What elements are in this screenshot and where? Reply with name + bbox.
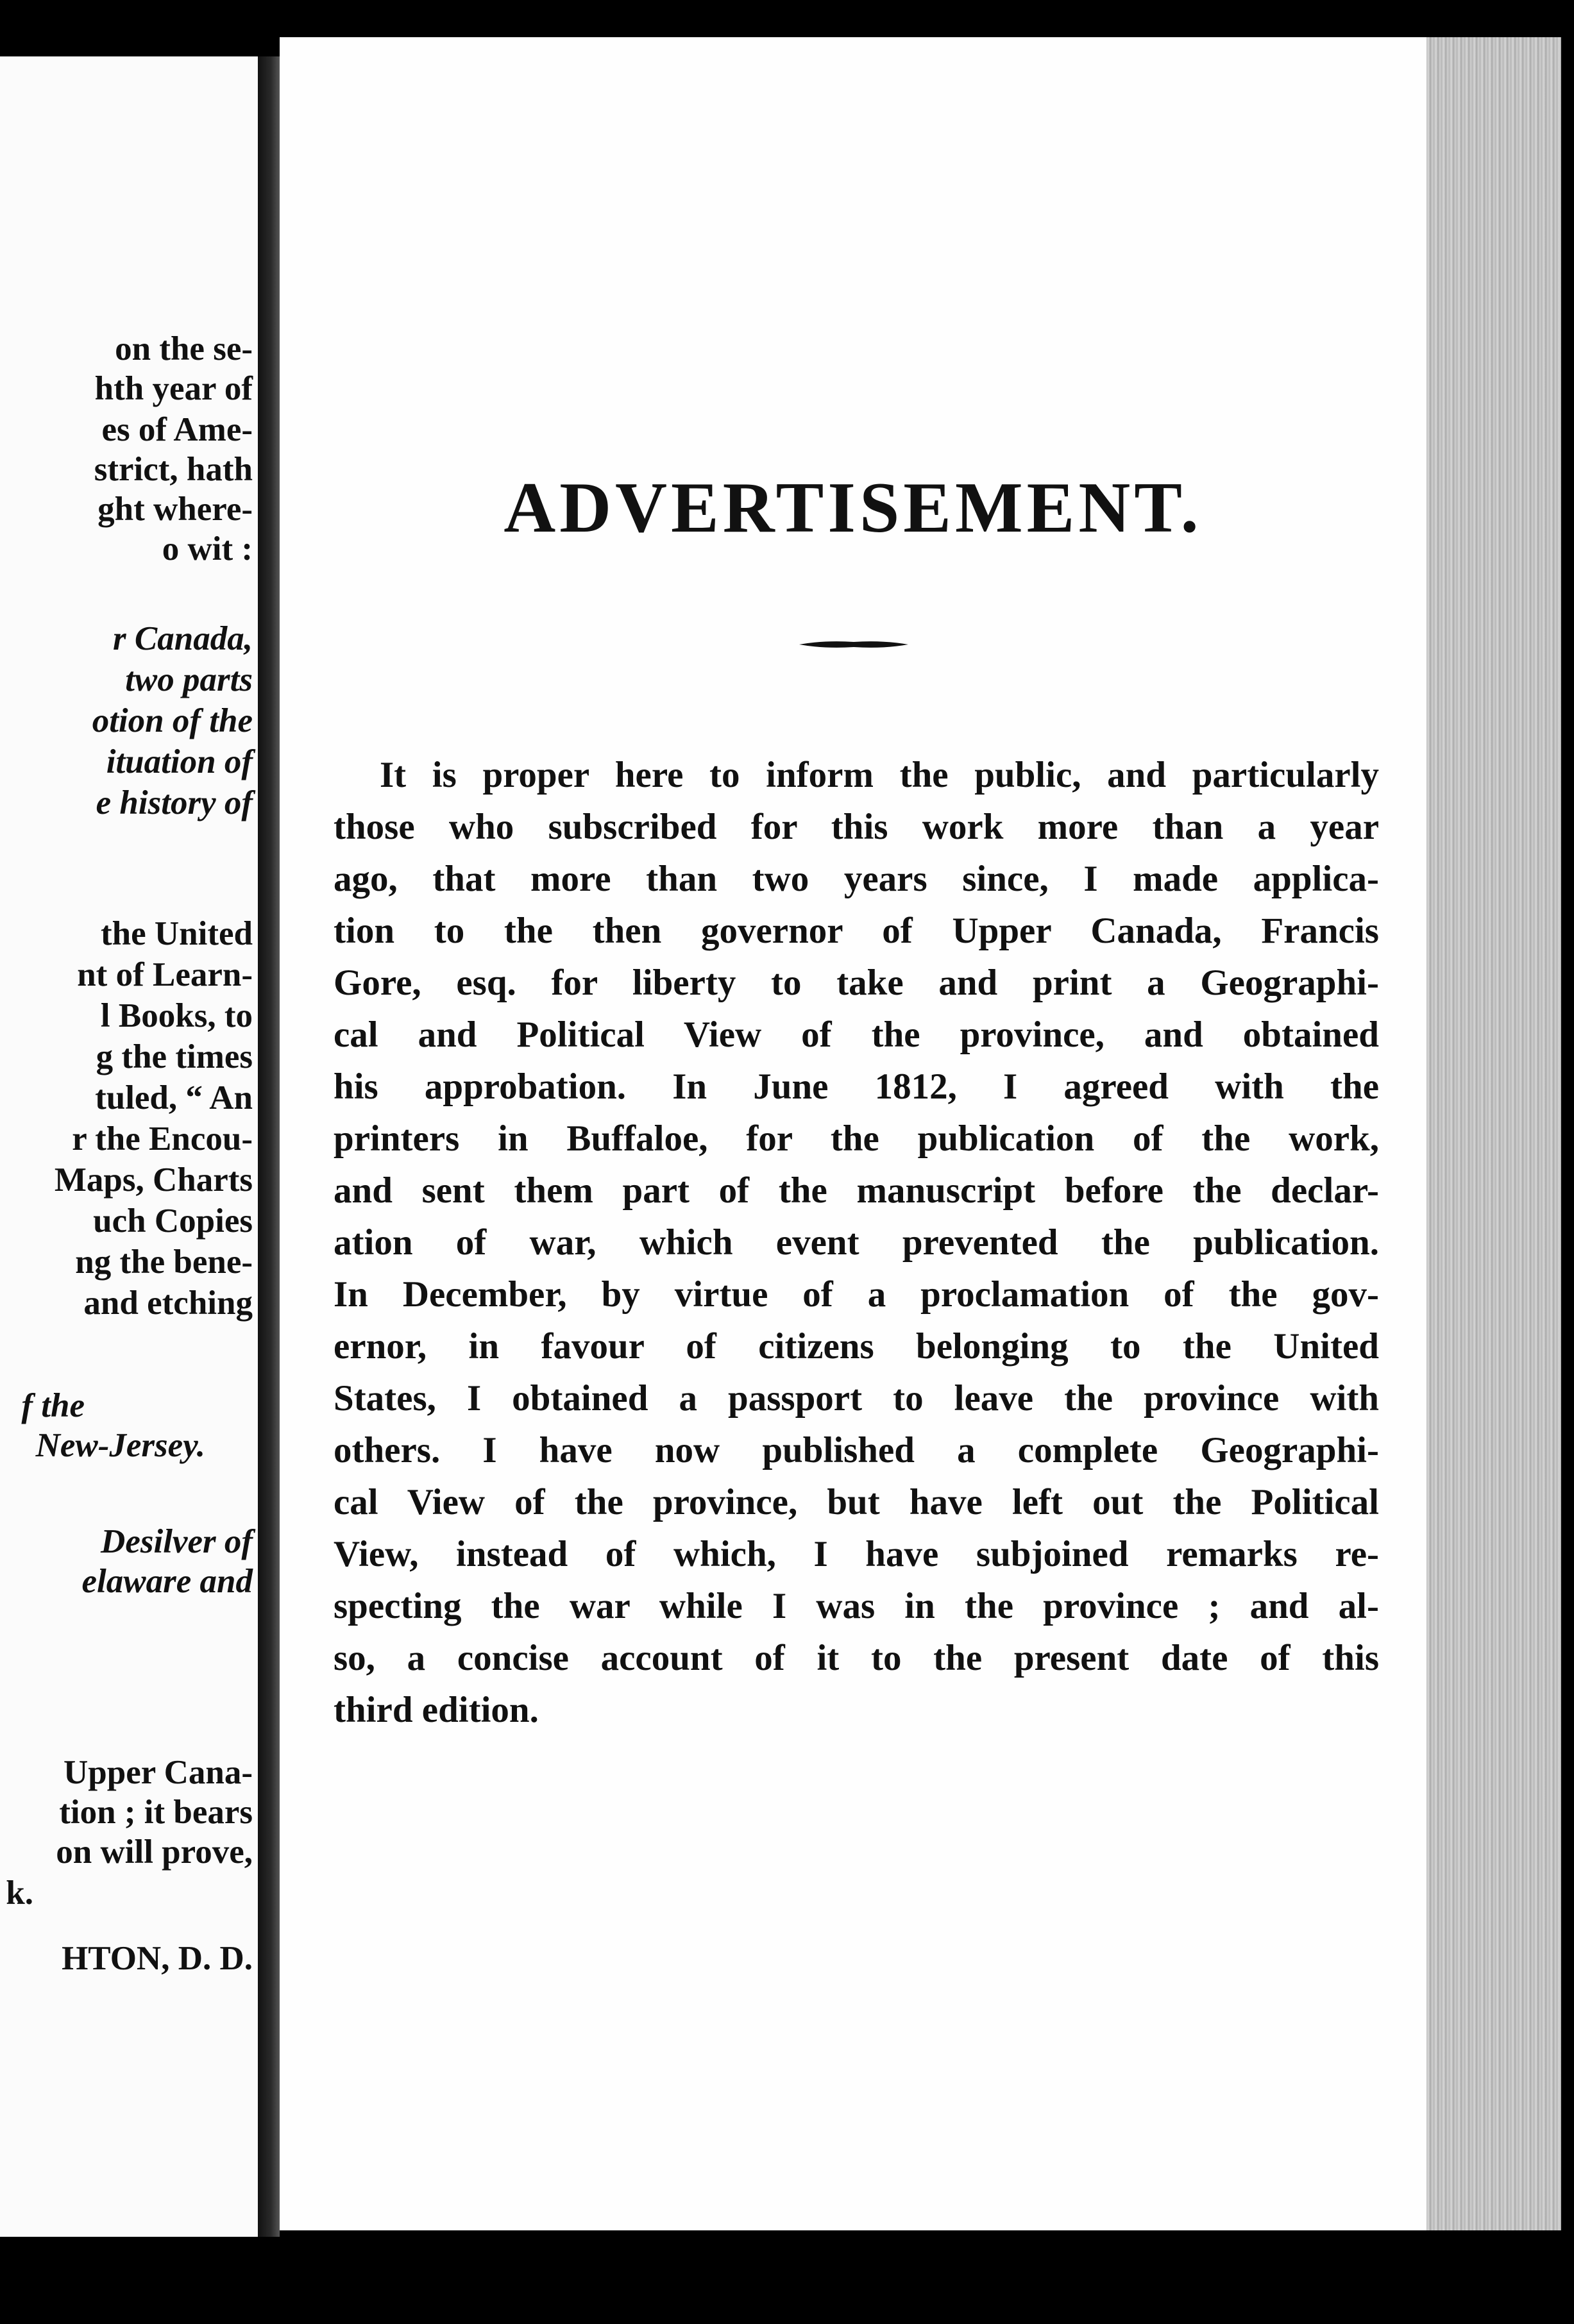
body-line: ago, that more than two years since, I made applica- [334, 859, 1379, 899]
body-line: so, a concise account of it to the present date of this [334, 1638, 1379, 1678]
advertisement-body [334, 749, 1379, 1736]
book-gutter [258, 56, 280, 2237]
body-line: his approbation. In June 1812, I agreed with the [334, 1066, 1379, 1107]
left-line: New-Jersey. [35, 1427, 205, 1464]
body-line: Gore, esq. for liberty to take and print a Geographi- [334, 963, 1379, 1003]
body-line: those who subscribed for this work more than a year [334, 807, 1379, 847]
left-line: otion of the [92, 702, 253, 739]
body-line: and sent them part of the manuscript before the declar- [334, 1170, 1379, 1211]
left-line: tion ; it bears [59, 1794, 253, 1831]
left-line: l Books, to [100, 997, 253, 1034]
left-line: tuled, “ An [95, 1079, 253, 1116]
body-line: others. I have now published a complete Geographi- [334, 1430, 1379, 1470]
left-line: g the times [96, 1038, 253, 1075]
left-line: uch Copies [93, 1202, 253, 1240]
body-line: In December, by virtue of a proclamation of the gov- [334, 1274, 1379, 1315]
main-page [280, 37, 1426, 2230]
left-line: k. [6, 1874, 33, 1912]
body-line: specting the war while I was in the province ; and al- [334, 1586, 1379, 1626]
left-line: on will prove, [56, 1833, 253, 1871]
left-line: hth year of [94, 370, 253, 407]
show-through-texture [280, 37, 1426, 274]
left-line: ituation of [106, 743, 253, 780]
left-page-fragment [0, 56, 258, 2237]
body-line: cal View of the province, but have left out the Political [334, 1482, 1379, 1522]
left-line: r the Encou- [72, 1120, 253, 1158]
page-title: ADVERTISEMENT. [504, 468, 1203, 548]
body-line: View, instead of which, I have subjoined remarks re- [334, 1534, 1379, 1574]
left-line: nt of Learn- [77, 956, 253, 993]
left-line: Desilver of [101, 1523, 253, 1560]
body-line: cal and Political View of the province, and obtained [334, 1015, 1379, 1055]
left-line: strict, hath [94, 451, 253, 488]
left-line: e history of [96, 784, 253, 821]
left-line: HTON, D. D. [62, 1940, 253, 1977]
left-line: on the se- [115, 330, 253, 367]
body-line: States, I obtained a passport to leave the province with [334, 1378, 1379, 1419]
page-edge-stack [1426, 37, 1561, 2230]
top-speck [938, 6, 945, 14]
left-line: f the [21, 1387, 85, 1424]
body-line: printers in Buffaloe, for the publication of the work, [334, 1118, 1379, 1159]
left-line: o wit : [162, 530, 253, 568]
left-line: and etching [83, 1284, 253, 1322]
left-line: r Canada, [113, 620, 253, 657]
body-line: ernor, in favour of citizens belonging to the United [334, 1326, 1379, 1367]
body-line: ation of war, which event prevented the publication. [334, 1222, 1379, 1263]
body-line: It is proper here to inform the public, and particularly [380, 755, 1379, 795]
left-line: ng the bene- [75, 1243, 253, 1281]
left-line: es of Ame- [101, 411, 253, 448]
body-line: tion to the then governor of Upper Canada, Francis [334, 911, 1379, 951]
left-line: Maps, Charts [54, 1161, 253, 1199]
left-line: ght where- [97, 491, 253, 528]
body-line: third edition. [334, 1690, 539, 1730]
left-line: the United [100, 915, 253, 952]
left-line: elaware and [81, 1563, 253, 1600]
left-line: two parts [125, 661, 253, 698]
decorative-rule [799, 640, 908, 649]
left-line: Upper Cana- [63, 1754, 253, 1791]
